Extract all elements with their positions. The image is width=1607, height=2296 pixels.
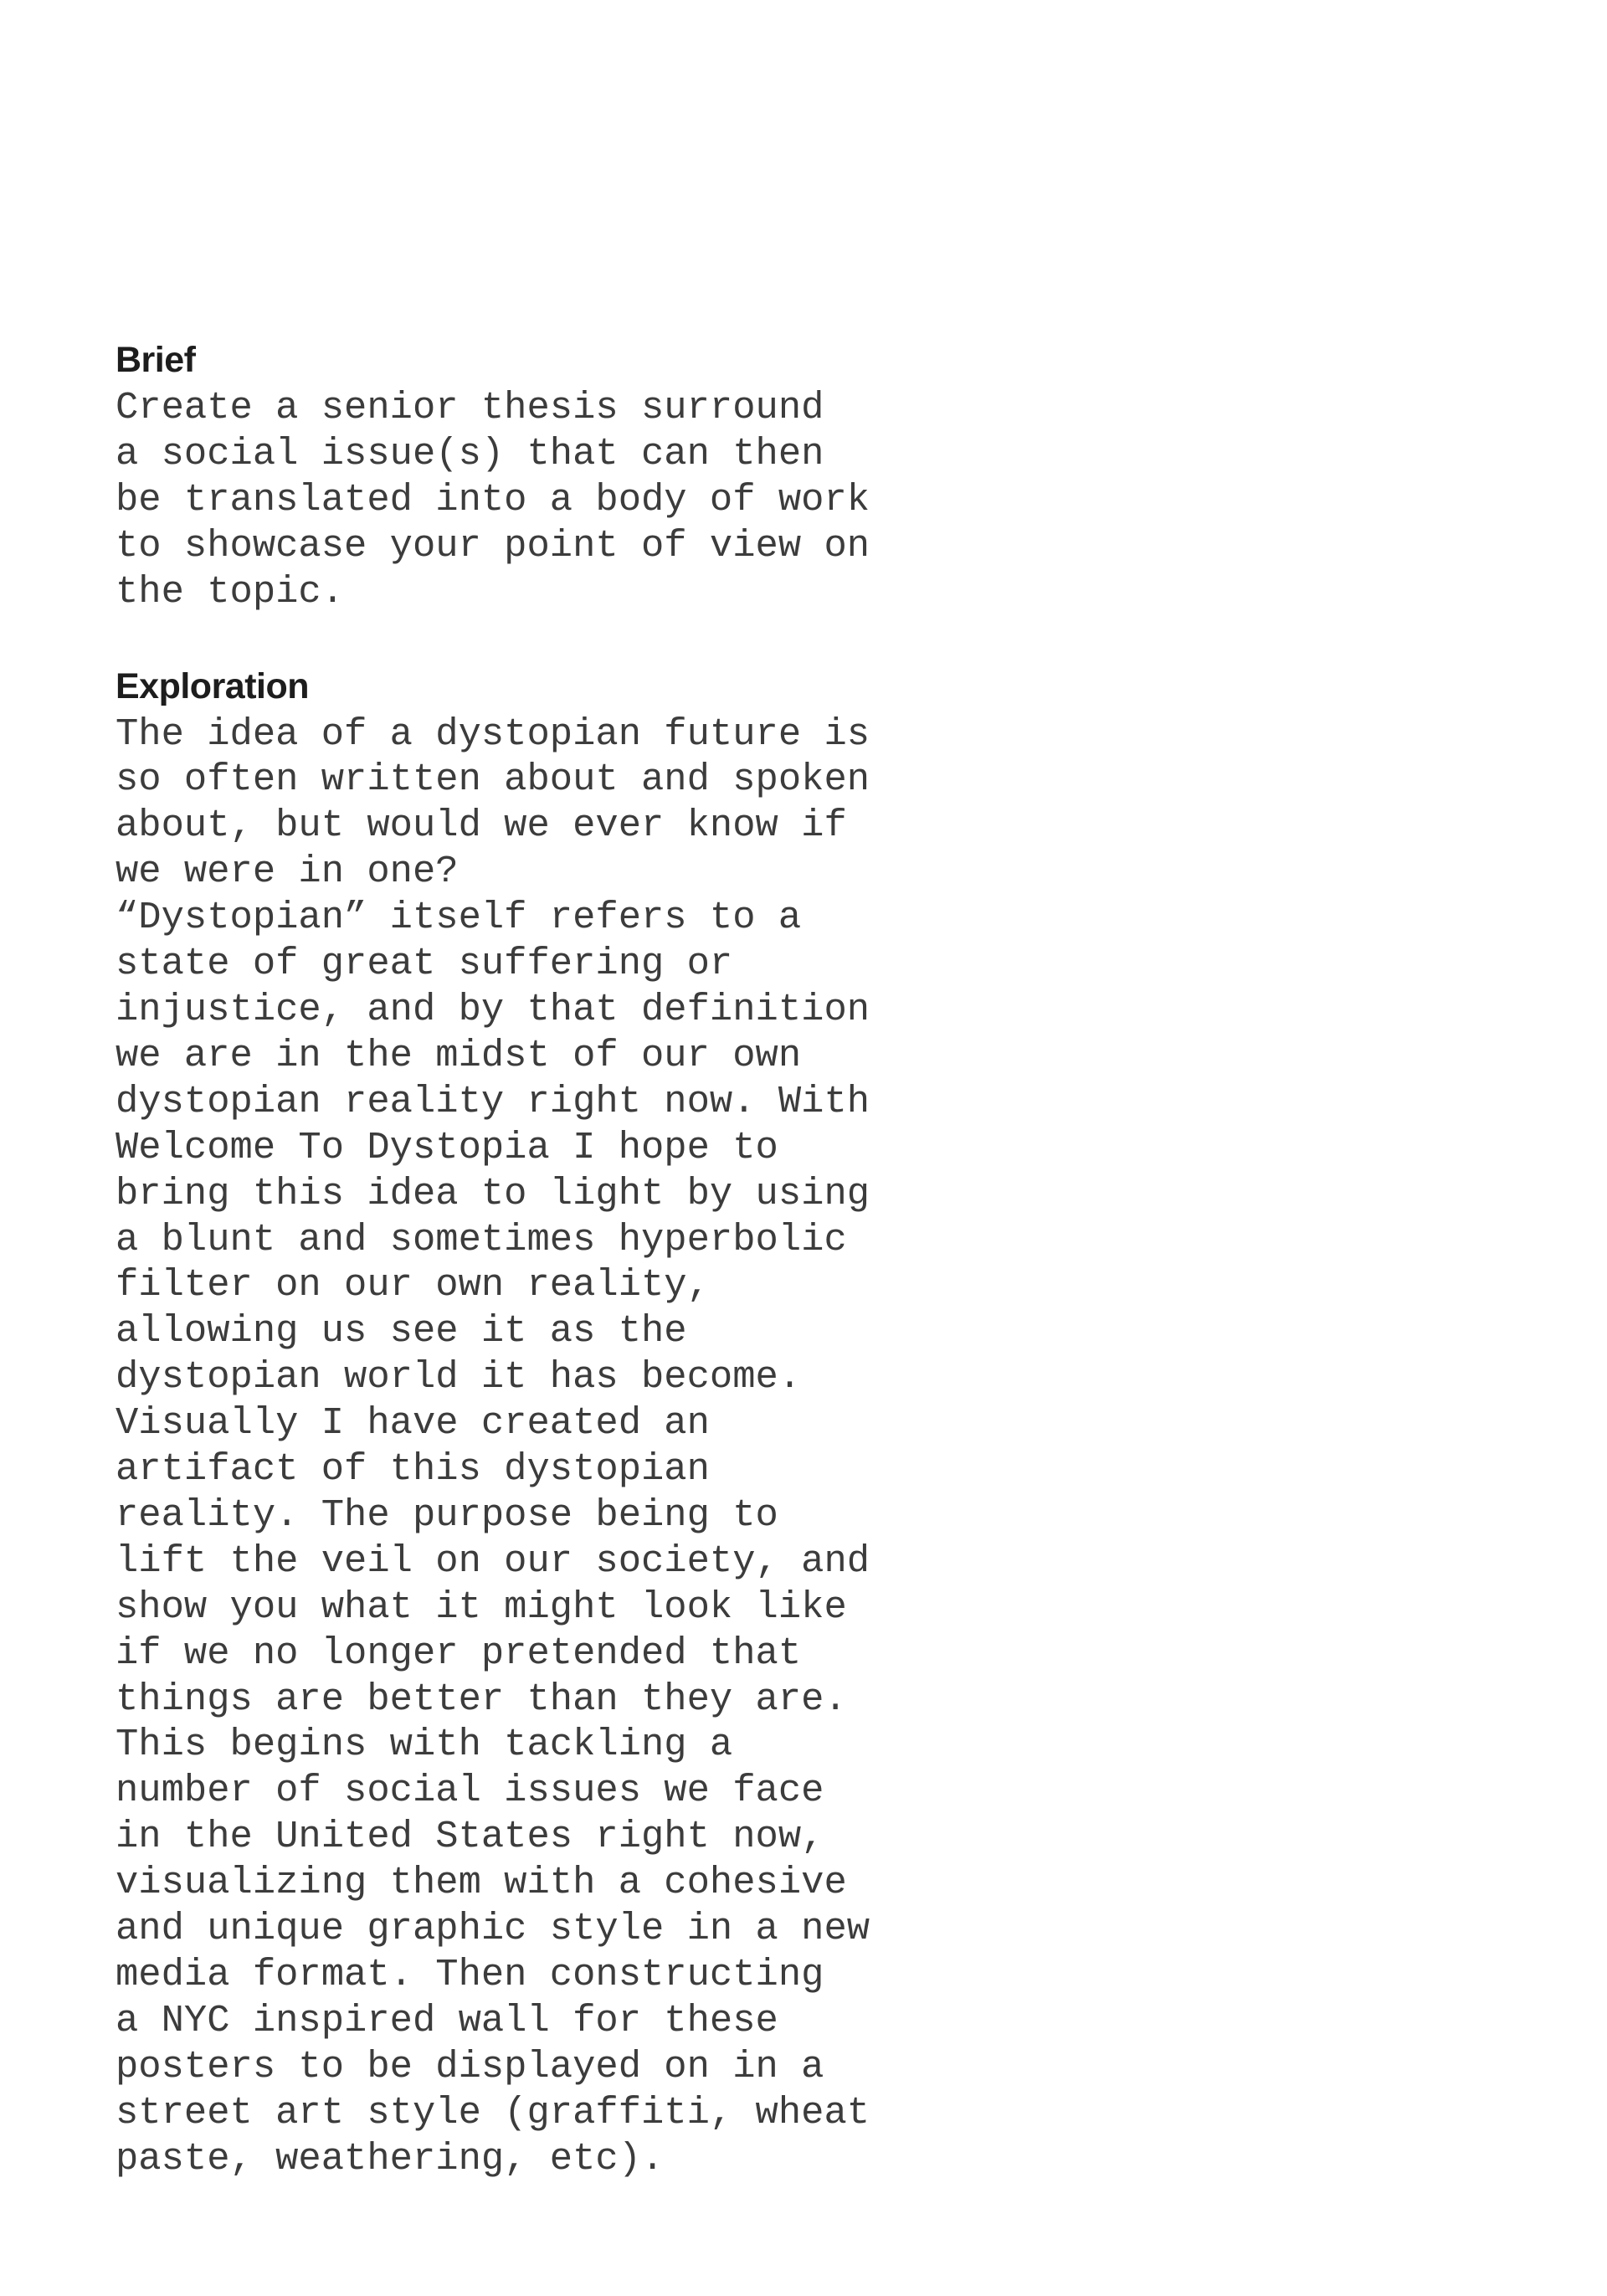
body-line: show you what it might look like xyxy=(116,1585,847,1629)
body-line: dystopian reality right now. With xyxy=(116,1079,870,1123)
body-line: injustice, and by that definition xyxy=(116,987,870,1031)
body-line: in the United States right now, xyxy=(116,1815,824,1859)
body-line: state of great suffering or xyxy=(116,942,733,986)
body-line: The idea of a dystopian future is xyxy=(116,711,870,756)
brief-body xyxy=(116,385,952,615)
body-line: a NYC inspired wall for these xyxy=(116,1998,778,2042)
body-line: Welcome To Dystopia I hope to xyxy=(116,1125,778,1169)
body-line: street art style (graffiti, wheat xyxy=(116,2090,870,2134)
exploration-section xyxy=(116,661,952,2182)
body-line: we are in the midst of our own xyxy=(116,1033,802,1077)
body-line: “Dystopian” itself refers to a xyxy=(116,896,802,940)
text-column xyxy=(116,335,952,2182)
body-line: bring this idea to light by using xyxy=(116,1171,870,1215)
body-line: so often written about and spoken xyxy=(116,758,870,802)
exploration-body xyxy=(116,711,952,2182)
body-line: visualizing them with a cohesive xyxy=(116,1861,847,1905)
body-line: we were in one? xyxy=(116,850,459,894)
body-line: allowing us see it as the xyxy=(116,1309,687,1353)
body-line: a social issue(s) that can then xyxy=(116,431,824,475)
body-line: Visually I have created an xyxy=(116,1401,710,1446)
body-line: about, but would we ever know if xyxy=(116,804,847,848)
body-line: the topic. xyxy=(116,569,345,614)
body-line: paste, weathering, etc). xyxy=(116,2136,665,2180)
body-line: dystopian world it has become. xyxy=(116,1355,802,1400)
body-line: This begins with tackling a xyxy=(116,1723,733,1767)
body-line: things are better than they are. xyxy=(116,1677,847,1721)
body-line: a blunt and sometimes hyperbolic xyxy=(116,1217,847,1261)
brief-heading: Brief xyxy=(116,340,196,380)
brief-section xyxy=(116,335,952,615)
body-line: media format. Then constructing xyxy=(116,1953,824,1996)
body-line: number of social issues we face xyxy=(116,1769,824,1813)
body-line: filter on our own reality, xyxy=(116,1263,710,1307)
body-line: to showcase your point of view on xyxy=(116,523,870,568)
body-line: be translated into a body of work xyxy=(116,477,870,521)
body-line: artifact of this dystopian xyxy=(116,1447,710,1492)
body-line: posters to be displayed on in a xyxy=(116,2044,824,2088)
body-line: and unique graphic style in a new xyxy=(116,1907,870,1951)
body-line: if we no longer pretended that xyxy=(116,1631,802,1675)
body-line: Create a senior thesis surround xyxy=(116,386,824,429)
exploration-heading: Exploration xyxy=(116,665,310,706)
body-line: reality. The purpose being to xyxy=(116,1492,778,1537)
body-line: lift the veil on our society, and xyxy=(116,1538,870,1583)
